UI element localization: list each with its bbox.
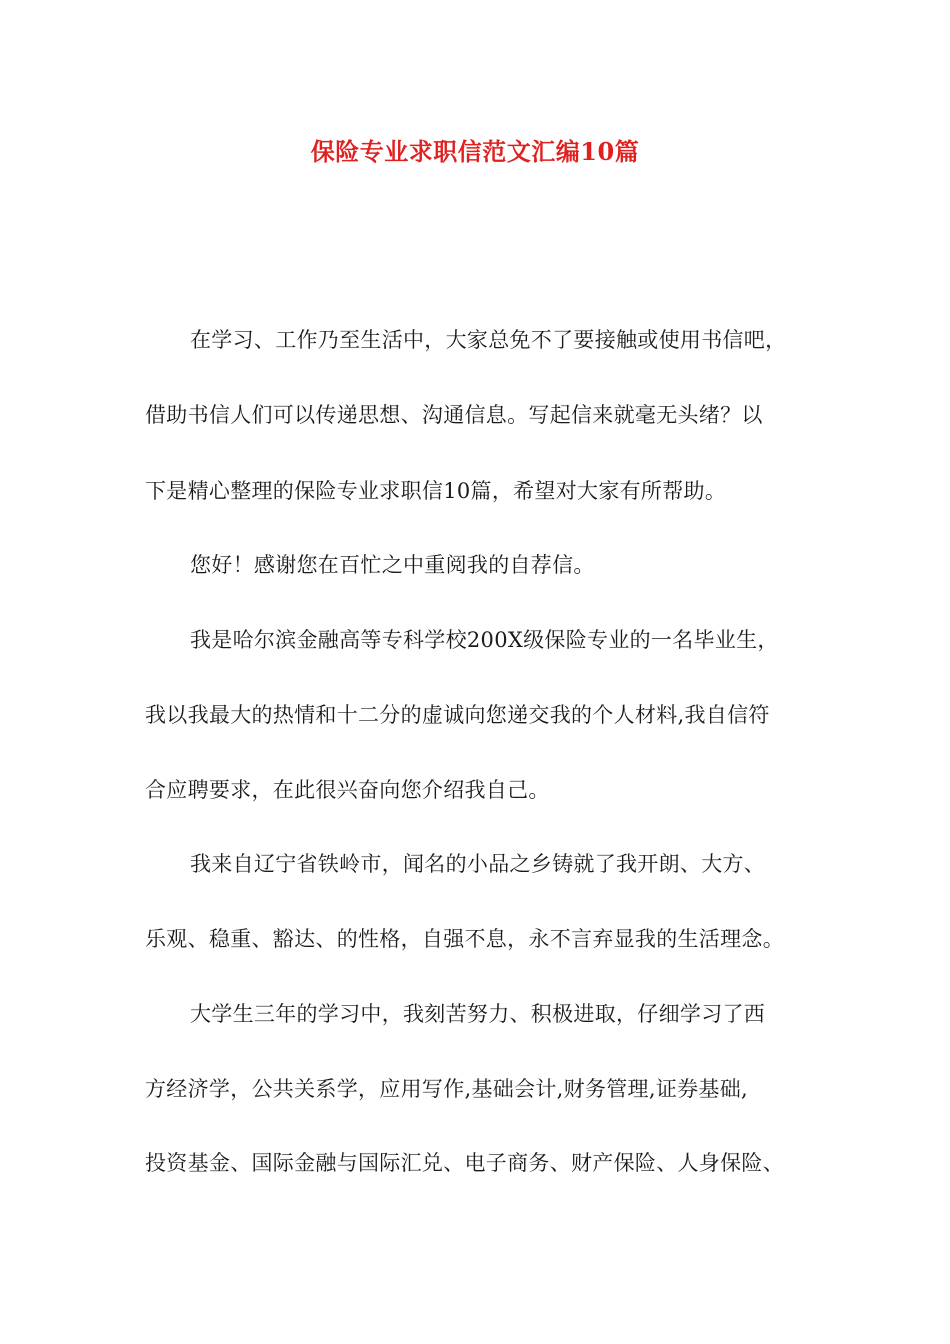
paragraph-line: 下是精心整理的保险专业求职信10篇，希望对大家有所帮助。 xyxy=(145,479,727,503)
paragraph-line: 我以我最大的热情和十二分的虚诚向您递交我的个人材料,我自信符 xyxy=(145,703,770,727)
paragraph-line: 我来自辽宁省铁岭市，闻名的小品之乡铸就了我开朗、大方、 xyxy=(190,852,766,876)
paragraph-line: 我是哈尔滨金融高等专科学校200X级保险专业的一名毕业生， xyxy=(190,628,779,652)
paragraph-line: 乐观、稳重、豁达、的性格，自强不息，永不言弃显我的生活理念。 xyxy=(145,927,784,951)
paragraph-line: 您好！感谢您在百忙之中重阅我的自荐信。 xyxy=(190,553,595,577)
paragraph-line: 投资基金、国际金融与国际汇兑、电子商务、财产保险、人身保险、 xyxy=(145,1151,784,1175)
paragraph-line: 合应聘要求，在此很兴奋向您介绍我自己。 xyxy=(145,778,550,802)
paragraph-line: 方经济学，公共关系学，应用写作,基础会计,财务管理,证券基础, xyxy=(145,1077,748,1101)
paragraph-line: 借助书信人们可以传递思想、沟通信息。写起信来就毫无头绪？以 xyxy=(145,403,763,427)
paragraph-line: 在学习、工作乃至生活中，大家总免不了要接触或使用书信吧， xyxy=(190,328,787,352)
document-title: 保险专业求职信范文汇编10篇 xyxy=(310,137,640,166)
paragraph-line: 大学生三年的学习中，我刻苦努力、积极进取，仔细学习了西 xyxy=(190,1002,766,1026)
